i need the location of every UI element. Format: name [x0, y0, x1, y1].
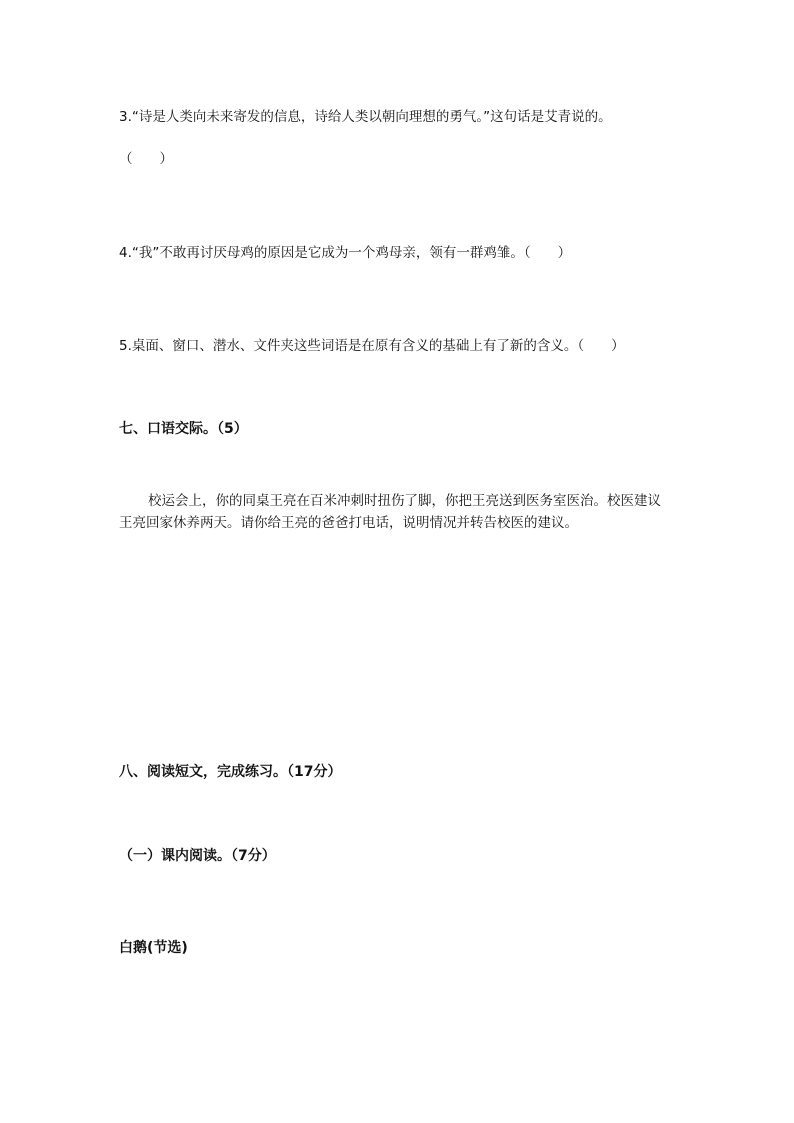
question-5-text: 5.桌面、窗口、潜水、文件夹这些词语是在原有含义的基础上有了新的含义。（ ）	[119, 338, 625, 354]
section-8-title: 八、阅读短文，完成练习。（17分）	[119, 764, 342, 780]
section-7-title: 七、口语交际。（5）	[119, 421, 248, 437]
question-3-text: 3.“诗是人类向未来寄发的信息，诗给人类以朝向理想的勇气。”这句话是艾青说的。	[119, 109, 612, 125]
passage-title: 白鹅(节选)	[119, 940, 188, 956]
question-3-answer-blank: （ ）	[119, 151, 173, 167]
section-8-subtitle: （一）课内阅读。（7分）	[119, 848, 276, 864]
question-4-text: 4.“我”不敢再讨厌母鸡的原因是它成为一个鸡母亲，领有一群鸡雏。（ ）	[119, 245, 572, 261]
section-7-paragraph: 校运会上，你的同桌王亮在百米冲刺时扭伤了脚，你把王亮送到医务室医治。校医建议王亮回家休养两天。请你给王亮的爸爸打电话，说明情况并转告校医的建议。	[119, 493, 661, 531]
